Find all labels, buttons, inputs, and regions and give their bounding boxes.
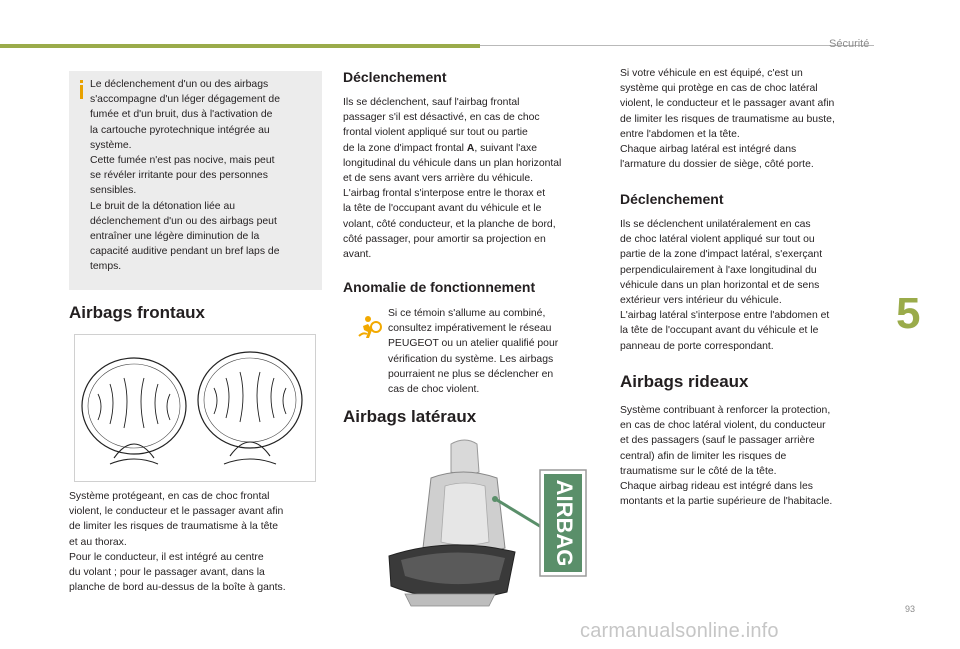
frontal-text: Système protégeant, en cas de choc frontal violent, le conducteur et le passager avant afin de limiter les risques de traumatisme à la tête et au thorax. Pour le conducteur, il est intégré au centre du volant ; pour le passager avant, dans la planche de bord au-dessus de la boîte à gants. [69, 491, 286, 594]
chapter-number: 5 [896, 289, 921, 338]
deploy1-text-a: Ils se déclenchent, sauf l'airbag frontal passager s'il est désactivé, en cas de choc frontal violent appliqué sur tout ou partie de la zone d'impact frontal [343, 97, 540, 154]
airbag-label: AIRBAG [552, 479, 578, 567]
watermark: carmanualsonline.info [580, 620, 779, 642]
airbag-warning-icon [357, 314, 383, 340]
header-rule [480, 45, 874, 46]
deploy1-text-bold: A [466, 142, 475, 154]
curtain-title: Airbags rideaux [620, 372, 749, 391]
info-box [69, 71, 322, 290]
deploy1-title: Déclenchement [343, 69, 447, 85]
deploy1-text [343, 95, 605, 262]
frontal-title: Airbags frontaux [69, 303, 206, 322]
info-icon [79, 80, 84, 99]
section-title: Sécurité [829, 38, 870, 50]
malfunction-title: Anomalie de fonctionnement [343, 279, 536, 295]
lateral-text: Si votre véhicule en est équipé, c'est un système qui protège en cas de choc latéral violent, le conducteur et le passager avant afin de limiter les risques de traumatisme au buste, entre l'abdomen et la tête. Chaque airbag latéral est intégré dans l'armature du dossier de siège, côté porte. [620, 68, 835, 171]
curtain-text: Système contribuant à renforcer la protection, en cas de choc latéral violent, du conducteur et des passagers (sauf le passager arrière central) afin de limiter les risques de traumatisme sur le côté de la tête. Chaque airbag rideau est intégré dans les montants et la partie supérieure de l'habitacle. [620, 405, 833, 508]
deploy2-text: Ils se déclenchent unilatéralement en cas de choc latéral violent appliqué sur tout ou partie de la zone d'impact latéral, s'exerçant perpendiculairement à l'axe longitudinal du véhicule dans un plan horizontal et de sens extérieur vers intérieur du véhicule. L'airbag latéral s'interpose entre l'abdomen et la tête de l'occupant avant du véhicule et le panneau de porte correspondant. [620, 219, 830, 352]
deploy1-text-b: , suivant l'axe longitudinal du véhicule dans un plan horizontal et de sens avant vers arrière du véhicule. L'airbag frontal s'interpose entre le thorax et la tête de l'occupant avant du véhicule et le volant, côté conducteur, et la planche de bord, côté passager, pour amortir sa projection en avant. [343, 142, 562, 261]
deploy2-title: Déclenchement [620, 191, 724, 207]
malfunction-text: Si ce témoin s'allume au combiné, consultez impérativement le réseau PEUGEOT ou un atelier qualifié pour vérification du système. Les airbags pourraient ne plus se déclencher en cas de choc violent. [388, 308, 559, 396]
page-number: 93 [905, 604, 916, 614]
lateral-title: Airbags latéraux [343, 407, 477, 426]
frontal-airbag-illustration [74, 334, 316, 482]
seat-airbag-illustration [365, 438, 595, 610]
header-accent-bar [0, 44, 480, 48]
info-text: Le déclenchement d'un ou des airbags s'accompagne d'un léger dégagement de fumée et d'un bruit, dus à l'activation de la cartouche pyrotechnique intégrée au système. Cette fumée n'est pas nocive, mais peut se révéler irritante pour des personnes sensibles. Le bruit de la détonation liée au déclenchement d'un ou des airbags peut entraîner une légère diminution de la capacité auditive pendant un bref laps de temps. [90, 79, 280, 273]
